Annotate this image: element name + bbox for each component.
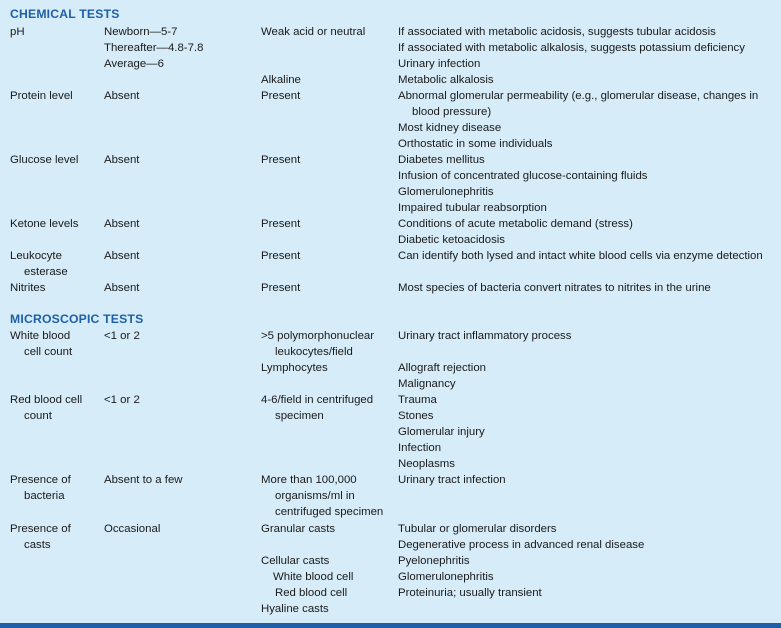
protein-meaning: blood pressure)	[412, 106, 492, 118]
casts-meaning: Pyelonephritis	[398, 555, 470, 567]
glucose-meaning: Glomerulonephritis	[398, 186, 494, 198]
protein-name: Protein level	[10, 90, 73, 102]
ph-normal-thereafter: Thereafter—4.8-7.8	[104, 42, 204, 54]
casts-abnormal: White blood cell	[273, 571, 354, 583]
rbc-name: Red blood cell	[10, 394, 83, 406]
wbc-meaning: Allograft rejection	[398, 362, 487, 374]
casts-abnormal: Hyaline casts	[261, 603, 329, 615]
ph-name: pH	[10, 26, 25, 38]
bacteria-abnormal: centrifuged specimen	[275, 506, 384, 518]
casts-name: Presence of	[10, 523, 71, 535]
rbc-name: count	[24, 410, 52, 422]
ph-meaning: Metabolic alkalosis	[398, 74, 494, 86]
ketone-abnormal: Present	[261, 218, 301, 230]
glucose-abnormal: Present	[261, 154, 301, 166]
rbc-meaning: Neoplasms	[398, 458, 455, 470]
microscopic-tests-heading: MICROSCOPIC TESTS	[10, 312, 144, 326]
bacteria-name: bacteria	[24, 490, 65, 502]
bacteria-name: Presence of	[10, 474, 71, 486]
ph-normal-average: Average—6	[104, 58, 164, 70]
wbc-name: cell count	[24, 346, 73, 358]
rbc-abnormal: 4-6/field in centrifuged	[261, 394, 374, 406]
casts-abnormal: Red blood cell	[275, 587, 348, 599]
ketone-meaning: Diabetic ketoacidosis	[398, 234, 505, 246]
bacteria-abnormal: organisms/ml in	[275, 490, 355, 502]
bottom-rule	[0, 623, 781, 628]
rbc-meaning: Trauma	[398, 394, 437, 406]
protein-meaning: Most kidney disease	[398, 122, 502, 134]
leukocyte-abnormal: Present	[261, 250, 301, 262]
bacteria-normal: Absent to a few	[104, 474, 183, 486]
rbc-meaning: Stones	[398, 410, 434, 422]
leukocyte-meaning: Can identify both lysed and intact white blood cells via enzyme detection	[398, 250, 763, 262]
nitrites-normal: Absent	[104, 282, 140, 294]
nitrites-meaning: Most species of bacteria convert nitrates to nitrites in the urine	[398, 282, 711, 294]
leukocyte-name: Leukocyte	[10, 250, 62, 262]
glucose-meaning: Impaired tubular reabsorption	[398, 202, 547, 214]
casts-name: casts	[24, 539, 51, 551]
ph-abnormal-acid: Weak acid or neutral	[261, 26, 366, 38]
glucose-normal: Absent	[104, 154, 140, 166]
wbc-abnormal: leukocytes/field	[275, 346, 353, 358]
ph-meaning: If associated with metabolic acidosis, suggests tubular acidosis	[398, 26, 716, 38]
protein-normal: Absent	[104, 90, 140, 102]
bacteria-meaning: Urinary tract infection	[398, 474, 506, 486]
ketone-normal: Absent	[104, 218, 140, 230]
wbc-meaning: Urinary tract inflammatory process	[398, 330, 572, 342]
casts-meaning: Degenerative process in advanced renal disease	[398, 539, 645, 551]
ketone-name: Ketone levels	[10, 218, 79, 230]
wbc-normal: <1 or 2	[104, 330, 140, 342]
casts-abnormal: Cellular casts	[261, 555, 330, 567]
casts-meaning: Tubular or glomerular disorders	[398, 523, 557, 535]
casts-abnormal: Granular casts	[261, 523, 336, 535]
ph-meaning: Urinary infection	[398, 58, 481, 70]
casts-normal: Occasional	[104, 523, 161, 535]
wbc-meaning: Malignancy	[398, 378, 456, 390]
casts-meaning: Glomerulonephritis	[398, 571, 494, 583]
nitrites-abnormal: Present	[261, 282, 301, 294]
ph-abnormal-alkaline: Alkaline	[261, 74, 301, 86]
leukocyte-normal: Absent	[104, 250, 140, 262]
rbc-normal: <1 or 2	[104, 394, 140, 406]
glucose-meaning: Diabetes mellitus	[398, 154, 485, 166]
rbc-meaning: Infection	[398, 442, 442, 454]
wbc-abnormal: >5 polymorphonuclear	[261, 330, 375, 342]
bacteria-abnormal: More than 100,000	[261, 474, 357, 486]
nitrites-name: Nitrites	[10, 282, 46, 294]
protein-abnormal: Present	[261, 90, 301, 102]
rbc-meaning: Glomerular injury	[398, 426, 485, 438]
leukocyte-name: esterase	[24, 266, 68, 278]
protein-meaning: Abnormal glomerular permeability (e.g., glomerular disease, changes in	[398, 90, 759, 102]
ketone-meaning: Conditions of acute metabolic demand (stress)	[398, 218, 633, 230]
glucose-name: Glucose level	[10, 154, 79, 166]
chemical-tests-heading: CHEMICAL TESTS	[10, 7, 120, 21]
protein-meaning: Orthostatic in some individuals	[398, 138, 553, 150]
ph-meaning: If associated with metabolic alkalosis, suggests potassium deficiency	[398, 42, 745, 54]
glucose-meaning: Infusion of concentrated glucose-containing fluids	[398, 170, 648, 182]
ph-normal-newborn: Newborn—5-7	[104, 26, 178, 38]
wbc-abnormal-lymphocytes: Lymphocytes	[261, 362, 328, 374]
rbc-abnormal: specimen	[275, 410, 324, 422]
casts-meaning: Proteinuria; usually transient	[398, 587, 542, 599]
wbc-name: White blood	[10, 330, 71, 342]
